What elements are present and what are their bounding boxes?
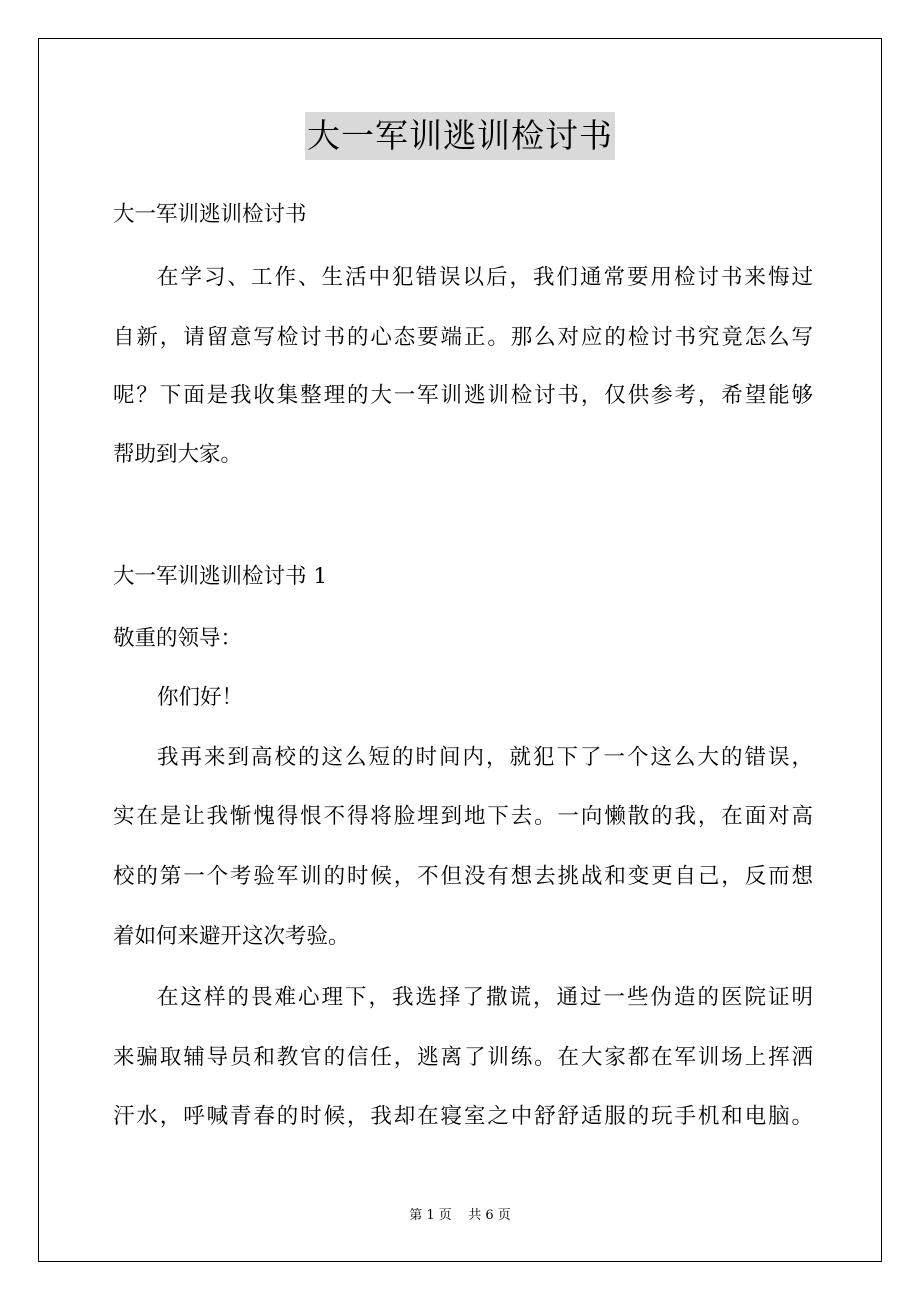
greeting: 你们好！ (157, 685, 244, 710)
document-subtitle: 大一军训逃训检讨书 (113, 202, 307, 227)
paragraph2-line-1: 在这样的畏难心理下，我选择了撒谎，通过一些伪造的医院证明 (157, 985, 813, 1010)
paragraph1-line-1: 我再来到高校的这么短的时间内，就犯下了一个这么大的错误， (157, 745, 813, 770)
intro-line-4: 帮助到大家。 (113, 442, 243, 467)
document-title-text: 大一军训逃训检讨书 (305, 112, 615, 160)
intro-line-1: 在学习、工作、生活中犯错误以后，我们通常要用检讨书来悔过 (157, 265, 813, 290)
intro-line-2: 自新，请留意写检讨书的心态要端正。那么对应的检讨书究竟怎么写 (113, 325, 813, 350)
paragraph2-line-3: 汗水，呼喊青春的时候，我却在寝室之中舒舒适服的玩手机和电脑。 (113, 1104, 813, 1129)
page-number: 第 1 页 (409, 1208, 452, 1223)
paragraph2-line-2: 来骗取辅导员和教官的信任，逃离了训练。在大家都在军训场上挥洒 (113, 1045, 813, 1070)
paragraph1-line-3: 校的第一个考验军训的时候，不但没有想去挑战和变更自己，反而想 (113, 864, 813, 889)
paragraph1-line-2: 实在是让我惭愧得恨不得将脸埋到地下去。一向懒散的我，在面对高 (113, 804, 813, 829)
salutation: 敬重的领导： (113, 626, 243, 651)
page-footer (0, 1206, 920, 1226)
document-title (0, 112, 920, 160)
section-heading: 大一军训逃训检讨书 1 (113, 564, 328, 589)
paragraph1-line-4: 着如何来避开这次考验。 (113, 924, 350, 949)
page-total: 共 6 页 (468, 1208, 511, 1223)
intro-line-3: 呢？下面是我收集整理的大一军训逃训检讨书，仅供参考，希望能够 (113, 383, 813, 408)
